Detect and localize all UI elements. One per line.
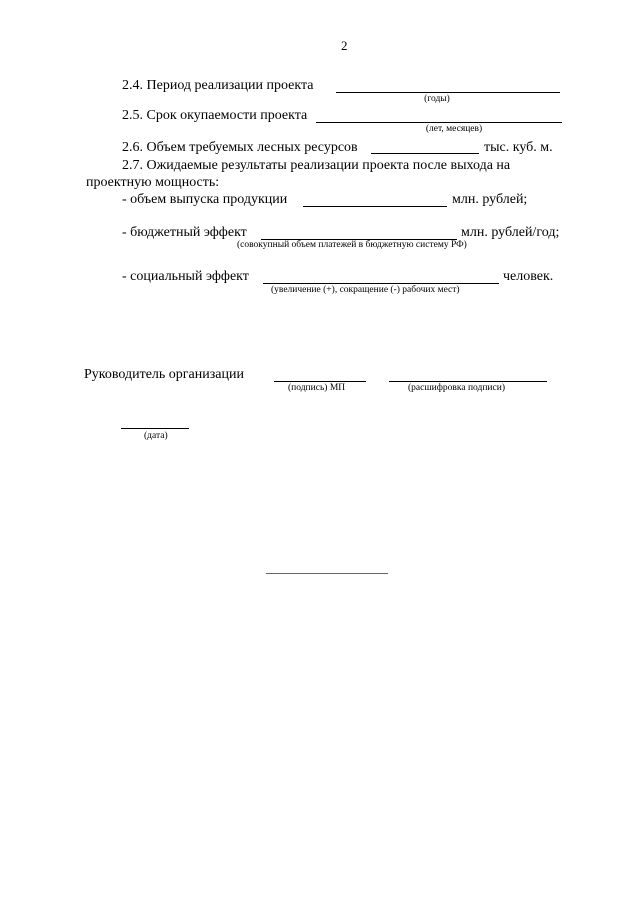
social-unit: человек.: [503, 269, 554, 284]
page-number: 2: [341, 38, 348, 53]
date-field[interactable]: [121, 428, 189, 429]
budget-label: - бюджетный эффект: [122, 225, 247, 240]
volume-field[interactable]: [371, 153, 479, 154]
period-field[interactable]: [336, 92, 560, 93]
budget-unit: млн. рублей/год;: [461, 225, 560, 240]
date-note: (дата): [144, 431, 168, 441]
output-label: - объем выпуска продукции: [122, 192, 288, 207]
signature-note: (подпись) МП: [288, 383, 346, 393]
social-field[interactable]: [263, 283, 499, 284]
signature-field[interactable]: [274, 381, 366, 382]
volume-unit: тыс. куб. м.: [484, 140, 553, 155]
payback-field[interactable]: [316, 122, 562, 123]
results-line1: 2.7. Ожидаемые результаты реализации проекта после выхода на: [122, 158, 511, 173]
output-unit: млн. рублей;: [452, 192, 528, 207]
results-line2: проектную мощность:: [86, 175, 220, 190]
bottom-divider: [266, 573, 388, 574]
decode-note: (расшифровка подписи): [408, 383, 505, 393]
period-label: 2.4. Период реализации проекта: [122, 78, 314, 93]
decode-field[interactable]: [389, 381, 547, 382]
payback-note: (лет, месяцев): [425, 124, 483, 134]
output-field[interactable]: [303, 206, 447, 207]
budget-note: (совокупный объем платежей в бюджетную систему РФ): [237, 240, 467, 250]
social-note: (увеличение (+), сокращение (-) рабочих мест): [271, 285, 460, 295]
social-label: - социальный эффект: [122, 269, 249, 284]
payback-label: 2.5. Срок окупаемости проекта: [122, 108, 308, 123]
period-note: (годы): [424, 94, 450, 104]
signature-label: Руководитель организации: [84, 367, 244, 382]
volume-label: 2.6. Объем требуемых лесных ресурсов: [122, 140, 358, 155]
